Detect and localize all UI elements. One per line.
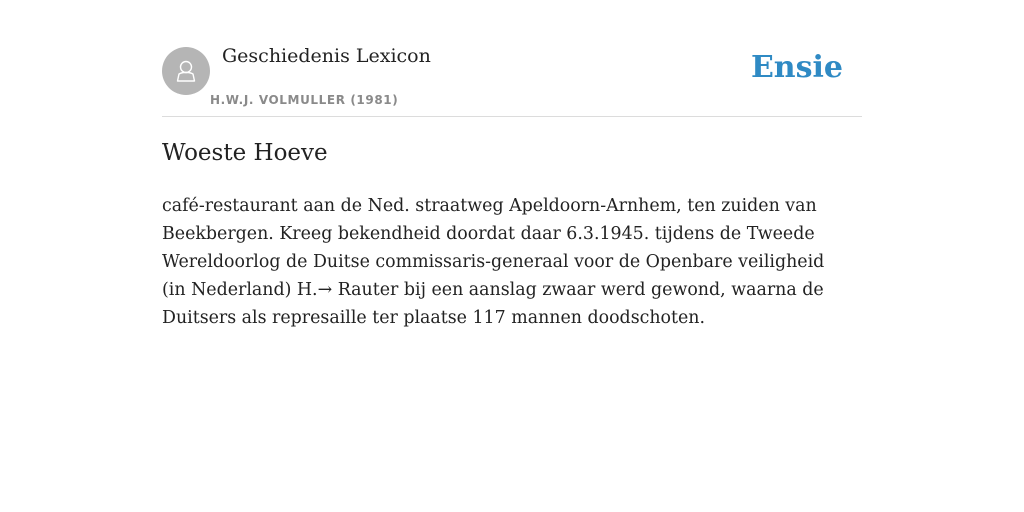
article-header: [162, 0, 862, 117]
brand-logo[interactable]: Ensie: [750, 50, 843, 85]
user-icon: [171, 56, 201, 86]
article-body: café-restaurant aan de Ned. straatweg Apeldoorn-Arnhem, ten zuiden van Beekbergen. Kreeg bekendheid doordat daar 6.3.1945. tijdens de Tweede Wereldoorlog de Duitse commissaris-generaal voor de Openbare veiligheid (in Nederland) H.→ Rauter bij een aanslag zwaar werd gewond, waarna de Duitsers als represaille ter plaatse 117 mannen doodschoten.: [162, 196, 825, 328]
author-name[interactable]: H.W.J. VOLMULLER (1981): [210, 93, 399, 107]
article-container: [162, 0, 862, 328]
page-title: Woeste Hoeve: [162, 140, 328, 166]
avatar[interactable]: [162, 47, 210, 95]
lexicon-name[interactable]: Geschiedenis Lexicon: [222, 45, 431, 67]
